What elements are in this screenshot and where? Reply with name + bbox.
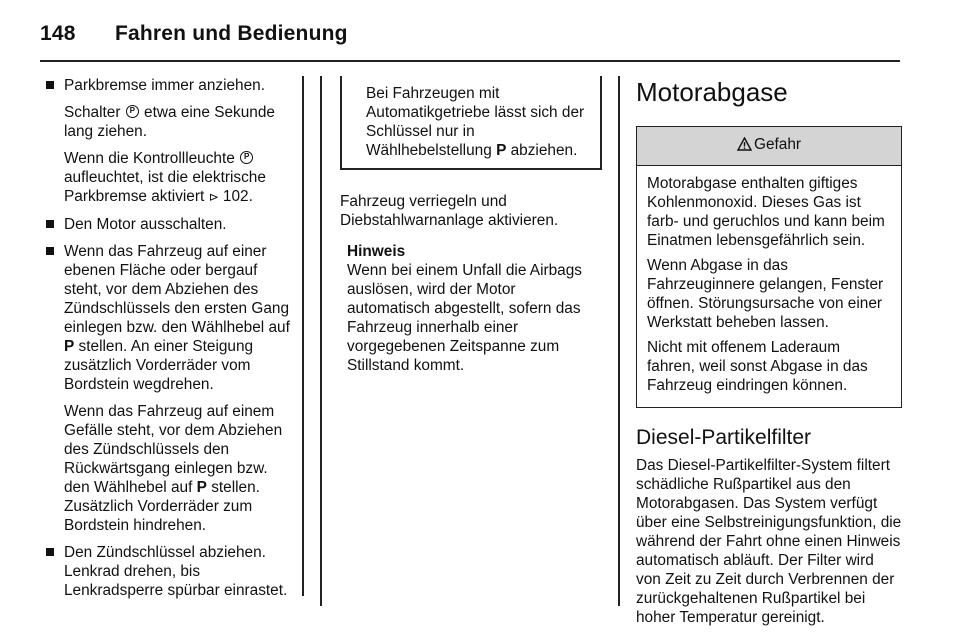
page-reference-icon: ⊳	[208, 190, 219, 204]
hint-note	[340, 242, 602, 375]
hint-title: Hinweis	[347, 243, 406, 260]
text-segment: stellen. Zusätzlich Vorderräder zum Bordstein hindrehen.	[64, 479, 260, 534]
danger-paragraph: Wenn Abgase in das Fahrzeuginnere gelangen, Fenster öffnen. Störungsursache von einer Werkstatt beheben lassen.	[647, 257, 884, 331]
text-segment: stellen. An einer Steigung zusätzlich Vorderräder vom Bordstein wegdrehen.	[64, 338, 254, 393]
column-middle	[340, 76, 602, 375]
danger-paragraph: Motorabgase enthalten giftiges Kohlenmonoxid. Dieses Gas ist farb- und geruchlos und kann beim Einatmen lebensgefährlich sein.	[647, 175, 885, 249]
danger-header	[637, 127, 901, 166]
section-heading: Motorabgase	[636, 77, 788, 107]
bullet-paragraph	[64, 402, 296, 535]
parking-brake-icon	[240, 151, 253, 164]
gear-position-label: P	[64, 338, 75, 355]
danger-body	[637, 166, 901, 407]
text-segment: etwa eine Sekunde lang ziehen.	[64, 104, 275, 140]
column-divider	[618, 76, 620, 606]
list-item	[44, 543, 296, 600]
text-segment: Bei Fahrzeugen mit Automatikgetriebe lässt sich der Schlüssel nur in Wählhebelstellung	[366, 85, 585, 159]
danger-paragraph: Nicht mit offenem Laderaum fahren, weil sonst Abgase in das Fahrzeug eindringen können.	[647, 339, 868, 394]
column-left	[44, 76, 296, 608]
list-item	[44, 215, 296, 234]
danger-box	[636, 126, 902, 408]
hint-text: Wenn bei einem Unfall die Airbags auslösen, wird der Motor automatisch abgestellt, sofern das Fahrzeug innerhalb einer vorgegebenen Zeitspanne zum Stillstand kommt.	[347, 262, 582, 374]
text-segment: Wenn das Fahrzeug auf einem Gefälle steht, vor dem Abziehen des Zündschlüssels den Rückwärtsgang einlegen bzw. den Wählhebel auf	[64, 403, 283, 496]
list-item	[44, 242, 296, 535]
paragraph: Das Diesel-Partikelfilter-System filtert schädliche Rußpartikel aus den Motorabgasen. Das System verfügt über eine Selbstreinigungsfunktion, die während der Fahrt ohne einen Hinweis automatisch abläuft. Der Filter wird von Zeit zu Zeit durch Verbrennen der zurückgehaltenen Rußpartikel bei hoher Temperatur gereinigt.	[636, 457, 902, 626]
paragraph: Fahrzeug verriegeln und Diebstahlwarnanlage aktivieren.	[340, 193, 559, 229]
page-reference: 102.	[222, 188, 253, 205]
page-title: Fahren und Bedienung	[115, 22, 348, 45]
warning-triangle-icon	[737, 135, 752, 159]
text-segment: Wenn die Kontrollleuchte	[64, 150, 235, 167]
text-segment: aufleuchtet, ist die elektrische Parkbremse aktiviert	[64, 169, 266, 205]
note-box	[340, 76, 602, 170]
column-divider	[320, 76, 322, 606]
column-divider	[302, 76, 304, 596]
text-segment: abziehen.	[510, 142, 578, 159]
parking-brake-icon	[126, 105, 139, 118]
gear-position-label: P	[496, 142, 507, 159]
bullet-paragraph	[64, 149, 296, 207]
danger-title: Gefahr	[753, 136, 802, 153]
header-divider	[40, 60, 900, 62]
page-number: 148	[40, 22, 76, 45]
subsection-heading: Diesel-Partikelfilter	[636, 426, 812, 449]
bullet-paragraph	[64, 103, 296, 141]
list-item	[44, 76, 296, 207]
text-segment: Wenn das Fahrzeug auf einer ebenen Fläche oder bergauf steht, vor dem Abziehen des Zündschlüssels den ersten Gang einlegen bzw. den Wählhebel auf	[64, 243, 290, 336]
bullet-text: Den Motor ausschalten.	[64, 216, 227, 233]
page-header	[40, 22, 348, 46]
bullet-paragraph	[64, 242, 296, 394]
bullet-text: Den Zündschlüssel abziehen. Lenkrad drehen, bis Lenkradsperre spürbar einrastet.	[64, 544, 288, 599]
text-segment: Schalter	[64, 104, 121, 121]
column-right	[636, 76, 902, 627]
gear-position-label: P	[196, 479, 207, 496]
bullet-text: Parkbremse immer anziehen.	[64, 77, 266, 94]
